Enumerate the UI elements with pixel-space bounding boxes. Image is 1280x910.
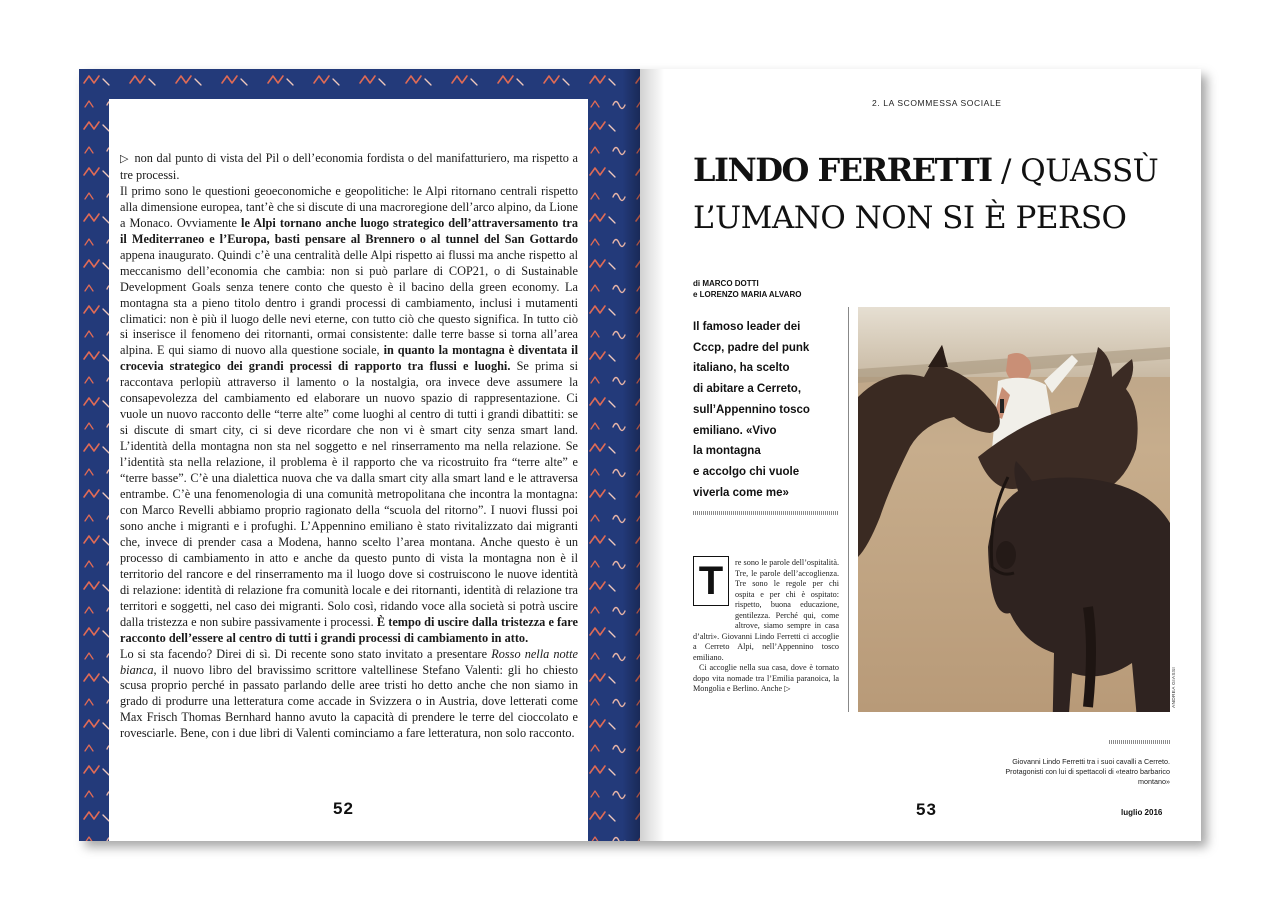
photo-horses <box>858 307 1170 712</box>
text-run: in quanto la montagna è diventata il crocevia strategico dei grandi processi di rapporto tra flussi e luoghi. <box>120 343 579 374</box>
section-label: 2. LA SCOMMESSA SOCIALE <box>872 98 1002 108</box>
text-run: È tempo di uscire dalla tristezza e fare racconto dell’essere al centro di tutti i grandi processi di cambiamento in atto. <box>120 614 578 645</box>
standfirst-line: la montagna <box>693 445 761 458</box>
body-paragraph <box>120 184 578 647</box>
drop-cap-letter: T <box>698 559 724 603</box>
text-run: , il nuovo libro del bravissimo scrittore valtellinese Stefano Valenti: gli ho chiesto scusa proprio perché in passato parlando delle aree tristi ho detto anche che non siamo in grado di produrre una letteratura come accade in Svizzera o in Austria, dove letterati come Max Frisch Thomas Bernhard hanno avuto la capacità di prendere le terre del cioccolato e rovesciarle. Bene, con i due libri di Valenti cominciamo a fare letteratura, non solo racconto. <box>120 662 578 741</box>
page-number-right: 53 <box>916 800 937 819</box>
standfirst-line: Il famoso leader dei <box>693 321 801 333</box>
separator-rule <box>693 511 839 515</box>
text-run: non dal punto di vista del Pil o dell’economia fordista o del manifatturiero, ma rispetto a tre processi. <box>120 151 578 182</box>
text-run: Rosso nella notte bianca <box>120 646 578 677</box>
continued-arrow-icon: ▷ <box>120 153 129 165</box>
byline <box>693 278 801 300</box>
standfirst-line: italiano, ha scelto <box>693 362 790 375</box>
text-run: appena inaugurato. Quindi c’è una centralità delle Alpi rispetto ai flussi ma anche rispetto al meccanismo dell’economia che cambia: non si può parlare di COP21, o di Sustainable Development Goals senza tenere conto che questo è il bacino della green economy. La montagna sta a pieno titolo dentro i grandi processi di cambiamento, inclusi i mutamenti climatici: non è più il luogo delle nevi eterne, con tutto ciò che questo significa. In tutto ciò si inserisce il fenomeno dei ritornanti, ormai consistente: dalle terre basse si torna all’area alpina. E qui siamo di nuovo alla questione sociale, <box>120 247 578 358</box>
article-intro <box>693 558 839 695</box>
standfirst-line: Cccp, padre del punk <box>693 341 810 354</box>
headline-line-2: L’UMANO NON SI È PERSO <box>693 200 1127 236</box>
standfirst-line: emiliano. «Vivo <box>693 424 777 437</box>
body-paragraph <box>120 151 578 184</box>
standfirst-line: e accolgo chi vuole <box>693 465 800 478</box>
caption-rule <box>1109 740 1170 744</box>
byline-author-2: e LORENZO MARIA ALVARO <box>693 290 802 299</box>
left-page <box>79 69 640 841</box>
standfirst-line: di abitare a Cerreto, <box>693 383 802 396</box>
issue-date: luglio 2016 <box>1121 808 1163 817</box>
text-run: Se prima si raccontava perlopiù attraverso il lamento o la nostalgia, ora invece deve assumere la consapevolezza del cambiamento ed elaborare un nuovo spazio di rappresentazione. Ci vuole un nuovo racconto delle “terre alte” come luoghi al centro di tutti i grandi dibattiti: se si discute di smart city, ci si deve ricordare che non vi è smart city senza smart land. L’identità della montagna non sta nel soggetto e nel rinserramento ma nella relazione. Se l’identità sta nella relazione, il problema è il rapporto che va ricostruito fra “terre alte” e “terre basse”. C’è una dialettica nuova che va dalla smart city alla smart land e le attraversa entrambe. C’è una fenomenologia di una comunità metropolitana che incontra la montagna: con Marco Revelli abbiamo proprio ragionato della “scuola del ritorno”. I nuovi flussi poi sono anche i migranti e i profughi. L’Appennino emiliano è stato rivitalizzato dai migranti che, invece di prender casa a Modena, hanno scelto l’area montana. Anche questo è un processo di cambiamento in atto e anche da questo punto di vista la montagna non è il territorio del rancore e del rinserramento ma il luogo dove si costruiscono le nuove identità di relazione: identità di relazione fra comunità locale e dei ritornanti, identità di relazione tra territori e soggetti, nel caso dei migranti. Solo così, ridando voce alla società si potrà uscire dalla tristezza e non subire passivamente i processi. <box>120 359 579 629</box>
headline <box>693 149 1158 240</box>
page-gutter-shadow <box>622 69 640 841</box>
text-run: Il primo sono le questioni geoeconomiche e geopolitiche: le Alpi ritornano centrali rispetto alla dimensione europea, tant’è che si discute di una macroregione dell’arco alpino, da Lione a Monaco. Ovviamente <box>120 183 578 230</box>
headline-name: LINDO FERRETTI <box>693 151 992 189</box>
standfirst-line: sull’Appennino tosco <box>693 403 810 416</box>
article-body-text <box>120 151 578 742</box>
body-paragraph <box>120 647 578 743</box>
headline-rest: / QUASSÙ <box>991 153 1159 189</box>
page-gutter-shadow <box>640 69 664 841</box>
standfirst-line: viverla come me» <box>693 486 789 499</box>
photo-caption: Giovanni Lindo Ferretti tra i suoi cavalli a Cerreto. Protagonisti con lui di spettacoli di «teatro barbarico montano» <box>1005 757 1170 786</box>
headline-line-1 <box>693 149 1158 197</box>
article-paragraph-2: Ci accoglie nella sua casa, dove è tornato dopo vita nomade tra l’Emilia paranoica, la Mongolia e Berlino. Anche ▷ <box>693 663 839 693</box>
right-page <box>640 69 1201 841</box>
magazine-spread <box>79 69 1201 841</box>
continue-arrow-icon: ▷ <box>784 684 791 693</box>
byline-author-1: di MARCO DOTTI <box>693 279 759 288</box>
standfirst <box>693 317 843 503</box>
text-run: Lo si sta facendo? Direi di sì. Di recente sono stato invitato a presentare <box>120 646 492 661</box>
column-divider <box>848 307 849 712</box>
article-paragraph-1: re sono le parole dell’ospitalità. Tre, le parole dell’accoglienza. Tre sono le regole per chi ospita e per chi è ospitato: rispetto, buona educazione, gentilezza. Perché qui, come altrove, siamo sempre in casa d’altri». Giovanni Lindo Ferretti ci accoglie a Cerreto Alpi, nell’Appennino tosco emiliano. <box>693 558 839 662</box>
text-panel <box>109 99 588 841</box>
text-run: le Alpi tornano anche luogo strategico dell’attraversamento tra il Mediterraneo e l’Europa, basti pensare al Brennero o al tunnel del San Gottardo <box>120 215 578 246</box>
page-number-left: 52 <box>333 799 354 818</box>
photo-credit: ANDREA GIASSI <box>1171 667 1177 708</box>
